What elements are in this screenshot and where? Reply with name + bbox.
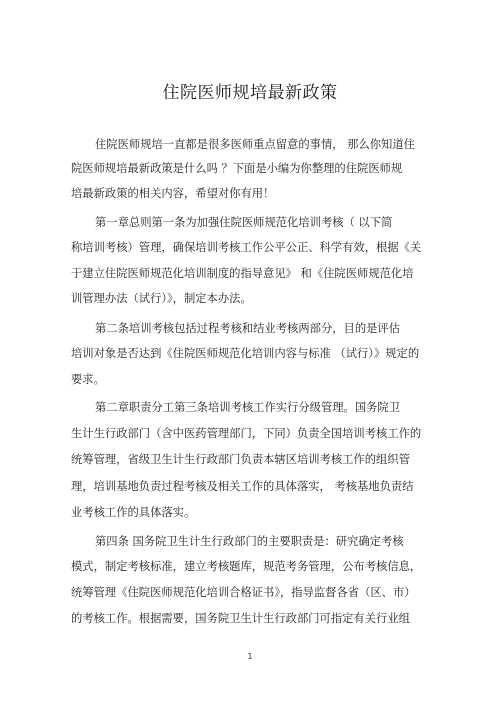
page-number: 1 (247, 652, 253, 661)
paragraph-line: 培训对象是否达到《住院医师规范化培训内容与标准 （试行）》规定的 (71, 347, 420, 360)
paragraph-line: 理，培训基地负责过程考核及相关工作的具体落实， 考核基地负责结 (71, 480, 414, 493)
paragraph-line: 第二条培训考核包括过程考核和结业考核两部分，目的是评估 (95, 322, 401, 335)
paragraph-line: 培最新政策的相关内容，希望对你有用！ (71, 187, 275, 200)
paragraph-line: 于建立住院医师规范化培训制度的指导意见》 和《住院医师规范化培 (71, 267, 414, 280)
paragraph-line: 称培训考核）管理，确保培训考核工作公平公正、科学有效，根据《关 (71, 241, 422, 254)
paragraph-line: 第二章职责分工第三条培训考核工作实行分级管理。国务院卫 (95, 401, 401, 414)
paragraph-line: 的考核工作。根据需要，国务院卫生计生行政部门可指定有关行业组 (71, 612, 410, 625)
paragraph-line: 院医师规培最新政策是什么吗 ？下面是小编为你整理的住院医师规 (71, 162, 403, 175)
paragraph-line: 住院医师规培一直都是很多医师重点留意的事情， 那么你知道住 (95, 138, 415, 151)
paragraph-line: 第一章总则第一条为加强住院医师规范化培训考核（ 以下简 (95, 216, 393, 229)
paragraph-line: 训管理办法（试行）》，制定本办法。 (71, 292, 252, 305)
paragraph-line: 统筹管理，省级卫生计生行政部门负责本辖区培训考核工作的组织管 (71, 453, 410, 466)
paragraph-line: 统筹管理《住院医师规范化培训合格证书》，指导监督各省（区、市） (71, 586, 416, 599)
paragraph-line: 业考核工作的具体落实。 (71, 506, 196, 519)
page-title: 住院医师规培最新政策 (162, 83, 338, 103)
paragraph-line: 模式，制定考核标准，建立考核题库，规范考务管理，公布考核信息， (71, 560, 422, 573)
paragraph-line: 生计生行政部门（含中医药管理部门，下同）负责全国培训考核工作的 (71, 427, 422, 440)
paragraph-line: 第四条 国务院卫生计生行政部门的主要职责是：研究确定考核 (95, 535, 404, 548)
paragraph-line: 要求。 (71, 373, 105, 386)
